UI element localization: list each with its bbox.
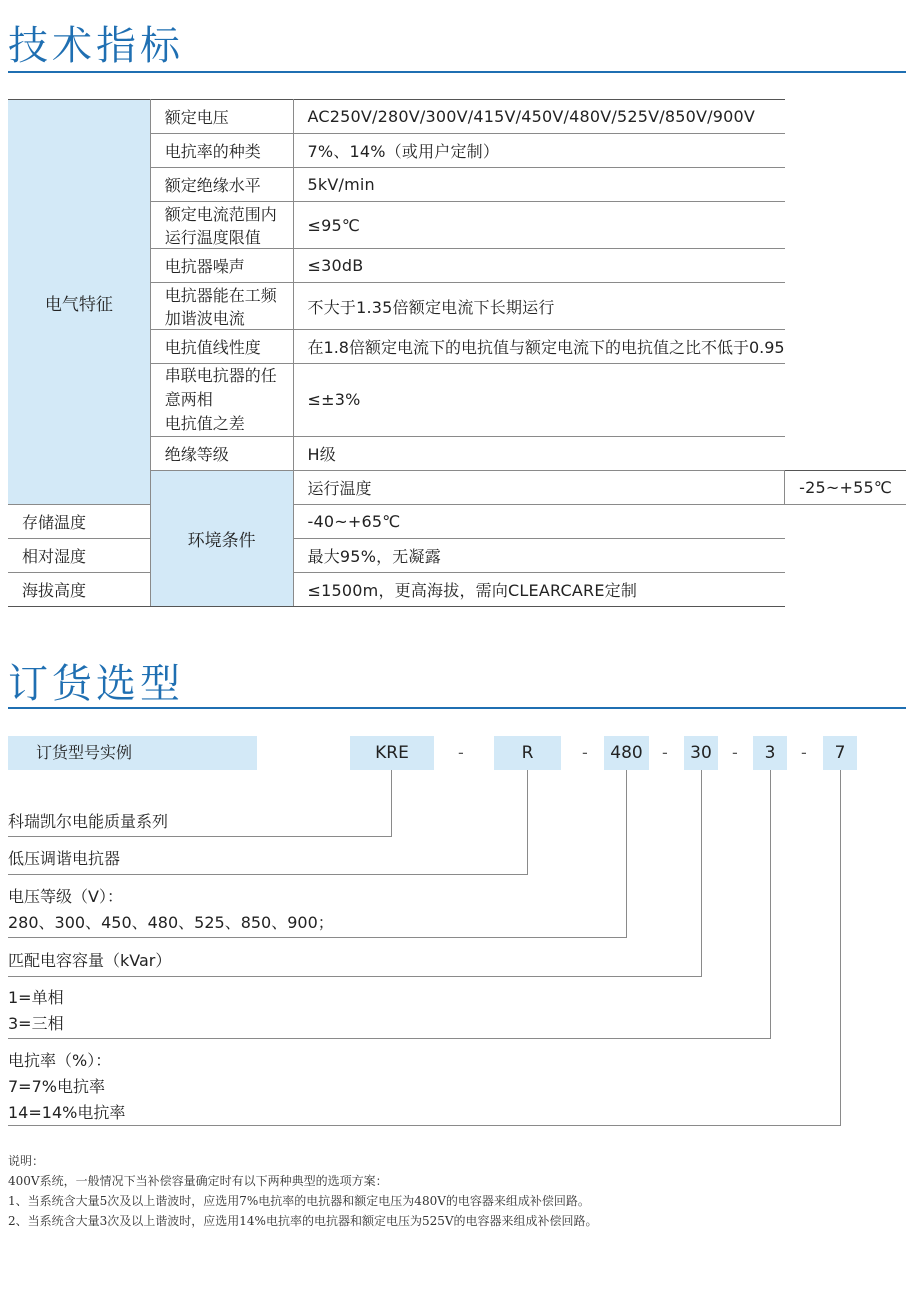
- value-cell: -25~+55℃: [785, 471, 906, 505]
- desc-line: 电抗率（%）：: [8, 1051, 112, 1070]
- table-row: [8, 573, 906, 607]
- code-separator: -: [801, 743, 807, 762]
- connector-line: [527, 770, 528, 874]
- code-separator: -: [582, 743, 588, 762]
- param-cell: 额定绝缘水平: [150, 168, 293, 202]
- value-cell: 不大于1.35倍额定电流下长期运行: [293, 283, 785, 330]
- desc-line: 7=7%电抗率: [8, 1077, 105, 1096]
- desc-capacity: [8, 948, 171, 974]
- desc-type: [8, 846, 120, 872]
- desc-line: 匹配电容容量（kVar）: [8, 951, 172, 970]
- connector-line: [8, 976, 702, 977]
- desc-line: 14=14%电抗率: [8, 1103, 126, 1122]
- desc-line: 280、300、450、480、525、850、900；: [8, 913, 334, 932]
- code-separator: -: [662, 743, 668, 762]
- code-reactance: 7: [823, 736, 857, 770]
- param-cell: 电抗器噪声: [150, 249, 293, 283]
- notes-line: 400V系统，一般情况下当补偿容量确定时有以下两种典型的选项方案：: [8, 1174, 388, 1188]
- code-voltage: 480: [604, 736, 649, 770]
- param-cell: 相对湿度: [8, 539, 150, 573]
- desc-voltage: [8, 884, 334, 936]
- connector-line: [840, 770, 841, 1125]
- category-environment: 环境条件: [150, 471, 293, 607]
- value-cell: ≤1500m，更高海拔，需向CLEARCARE定制: [293, 573, 785, 607]
- connector-line: [8, 836, 392, 837]
- notes-line: 1、当系统含大量5次及以上谐波时，应选用7%电抗率的电抗器和额定电压为480V的电容器来组成补偿回路。: [8, 1194, 590, 1208]
- value-cell: ≤95℃: [293, 202, 785, 249]
- connector-line: [8, 874, 528, 875]
- desc-series: [8, 809, 168, 835]
- desc-reactance: [8, 1048, 125, 1126]
- param-cell: 额定电压: [150, 100, 293, 134]
- connector-line: [701, 770, 702, 976]
- param-cell: 运行温度: [293, 471, 785, 505]
- spec-section-title: 技术指标: [8, 23, 184, 69]
- param-cell: 电抗率的种类: [150, 134, 293, 168]
- connector-line: [8, 1125, 841, 1126]
- value-cell: ≤30dB: [293, 249, 785, 283]
- value-cell: -40~+65℃: [293, 505, 785, 539]
- param-cell: 绝缘等级: [150, 437, 293, 471]
- param-cell: 额定电流范围内运行温度限值: [150, 202, 293, 249]
- value-cell: 7%、14%（或用户定制）: [293, 134, 785, 168]
- connector-line: [8, 1038, 771, 1039]
- code-separator: -: [458, 743, 464, 762]
- desc-phase: [8, 985, 64, 1037]
- param-cell-two-line: [150, 364, 293, 437]
- connector-line: [8, 937, 627, 938]
- param-line: 串联电抗器的任意两相: [164, 366, 277, 409]
- code-series: KRE: [350, 736, 434, 770]
- value-cell: H级: [293, 437, 785, 471]
- connector-line: [626, 770, 627, 937]
- spec-title-rule: [8, 71, 906, 73]
- notes: [8, 1151, 598, 1231]
- param-cell: 海拔高度: [8, 573, 150, 607]
- desc-line: 低压调谐电抗器: [8, 849, 121, 868]
- desc-line: 3=三相: [8, 1014, 64, 1033]
- param-cell: 电抗器能在工频加谐波电流: [150, 283, 293, 330]
- order-section-title: 订货选型: [8, 661, 184, 707]
- connector-line: [391, 770, 392, 836]
- spec-table: [8, 99, 906, 607]
- code-type: R: [494, 736, 561, 770]
- order-example-label: 订货型号实例: [8, 736, 257, 770]
- value-cell: 最大95%，无凝露: [293, 539, 785, 573]
- value-cell: AC250V/280V/300V/415V/450V/480V/525V/850V/900V: [293, 100, 785, 134]
- order-title-rule: [8, 707, 906, 709]
- param-line: 电抗值之差: [164, 414, 245, 433]
- code-phase: 3: [753, 736, 787, 770]
- value-cell: 在1.8倍额定电流下的电抗值与额定电流下的电抗值之比不低于0.95: [293, 330, 785, 364]
- table-row: [8, 505, 906, 539]
- table-row: [8, 539, 906, 573]
- value-cell: ≤±3%: [293, 364, 785, 437]
- code-separator: -: [732, 743, 738, 762]
- table-row: [8, 100, 906, 134]
- value-cell: 5kV/min: [293, 168, 785, 202]
- code-capacity: 30: [684, 736, 718, 770]
- desc-line: 科瑞凯尔电能质量系列: [8, 812, 169, 831]
- category-electrical: 电气特征: [8, 100, 150, 505]
- connector-line: [770, 770, 771, 1038]
- notes-heading: 说明：: [8, 1154, 45, 1168]
- param-cell: 存储温度: [8, 505, 150, 539]
- desc-line: 电压等级（V）：: [8, 887, 123, 906]
- param-cell: 电抗值线性度: [150, 330, 293, 364]
- desc-line: 1=单相: [8, 988, 64, 1007]
- notes-line: 2、当系统含大量3次及以上谐波时，应选用14%电抗率的电抗器和额定电压为525V的电容器来组成补偿回路。: [8, 1214, 598, 1228]
